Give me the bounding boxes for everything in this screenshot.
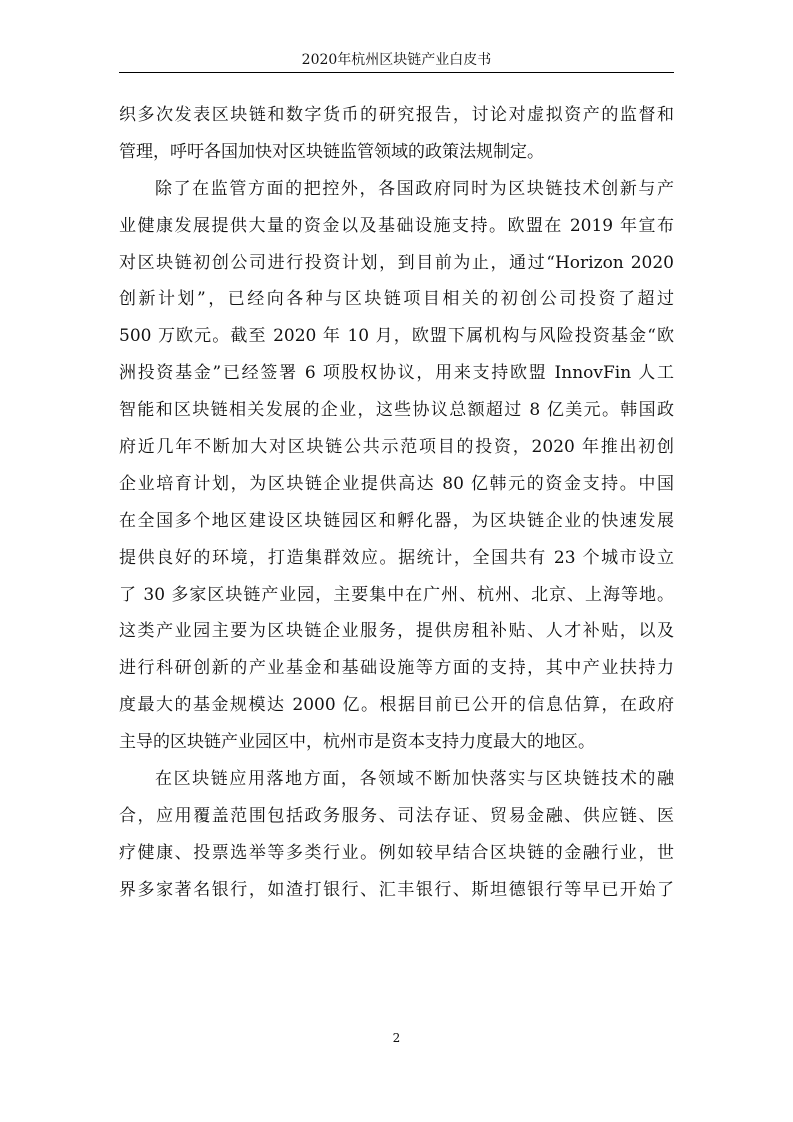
text-line: 管理，呼吁各国加快对区块链监管领域的政策法规制定。 xyxy=(119,141,544,162)
text-line: 洲投资基金”已经签署 6 项股权协议，用来支持欧盟 InnovFin 人工 xyxy=(119,363,674,384)
text-line: 除了在监管方面的把控外，各国政府同时为区块链技术创新与产 xyxy=(155,178,674,199)
text-line: 合，应用覆盖范围包括政务服务、司法存证、贸易金融、供应链、医 xyxy=(119,805,674,826)
body-text xyxy=(119,97,674,909)
text-line: 进行科研创新的产业基金和基础设施等方面的支持，其中产业扶持力 xyxy=(119,658,674,679)
text-line: 疗健康、投票选举等多类行业。例如较早结合区块链的金融行业，世 xyxy=(119,842,674,863)
text-line: 智能和区块链相关发展的企业，这些协议总额超过 8 亿美元。韩国政 xyxy=(119,400,674,421)
text-line: 主导的区块链产业园区中，杭州市是资本支持力度最大的地区。 xyxy=(119,732,595,753)
text-line: 500 万欧元。截至 2020 年 10 月，欧盟下属机构与风险投资基金“欧 xyxy=(119,326,674,347)
text-line: 提供良好的环境，打造集群效应。据统计，全国共有 23 个城市设立 xyxy=(119,547,674,568)
page-number: 2 xyxy=(392,1031,401,1045)
text-line: 府近几年不断加大对区块链公共示范项目的投资，2020 年推出初创 xyxy=(119,437,674,458)
text-line: 在区块链应用落地方面，各领域不断加快落实与区块链技术的融 xyxy=(155,769,674,790)
text-line: 度最大的基金规模达 2000 亿。根据目前已公开的信息估算，在政府 xyxy=(119,695,674,716)
text-line: 界多家著名银行，如渣打银行、汇丰银行、斯坦德银行等早已开始了 xyxy=(119,879,674,900)
text-line: 在全国多个地区建设区块链园区和孵化器，为区块链企业的快速发展 xyxy=(119,510,674,531)
text-line: 这类产业园主要为区块链企业服务，提供房租补贴、人才补贴，以及 xyxy=(119,621,674,642)
text-line: 织多次发表区块链和数字货币的研究报告，讨论对虚拟资产的监督和 xyxy=(119,105,674,125)
page-header: 2020年杭州区块链产业白皮书 xyxy=(301,52,492,68)
text-line: 了 30 多家区块链产业园，主要集中在广州、杭州、北京、上海等地。 xyxy=(119,584,674,605)
text-line: 业健康发展提供大量的资金以及基础设施支持。欧盟在 2019 年宣布 xyxy=(119,215,674,236)
text-line: 创新计划”，已经向各种与区块链项目相关的初创公司投资了超过 xyxy=(119,289,674,310)
header-rule xyxy=(119,72,674,73)
text-line: 企业培育计划，为区块链企业提供高达 80 亿韩元的资金支持。中国 xyxy=(119,473,674,494)
text-line: 对区块链初创公司进行投资计划，到目前为止，通过“Horizon 2020 xyxy=(119,252,674,273)
